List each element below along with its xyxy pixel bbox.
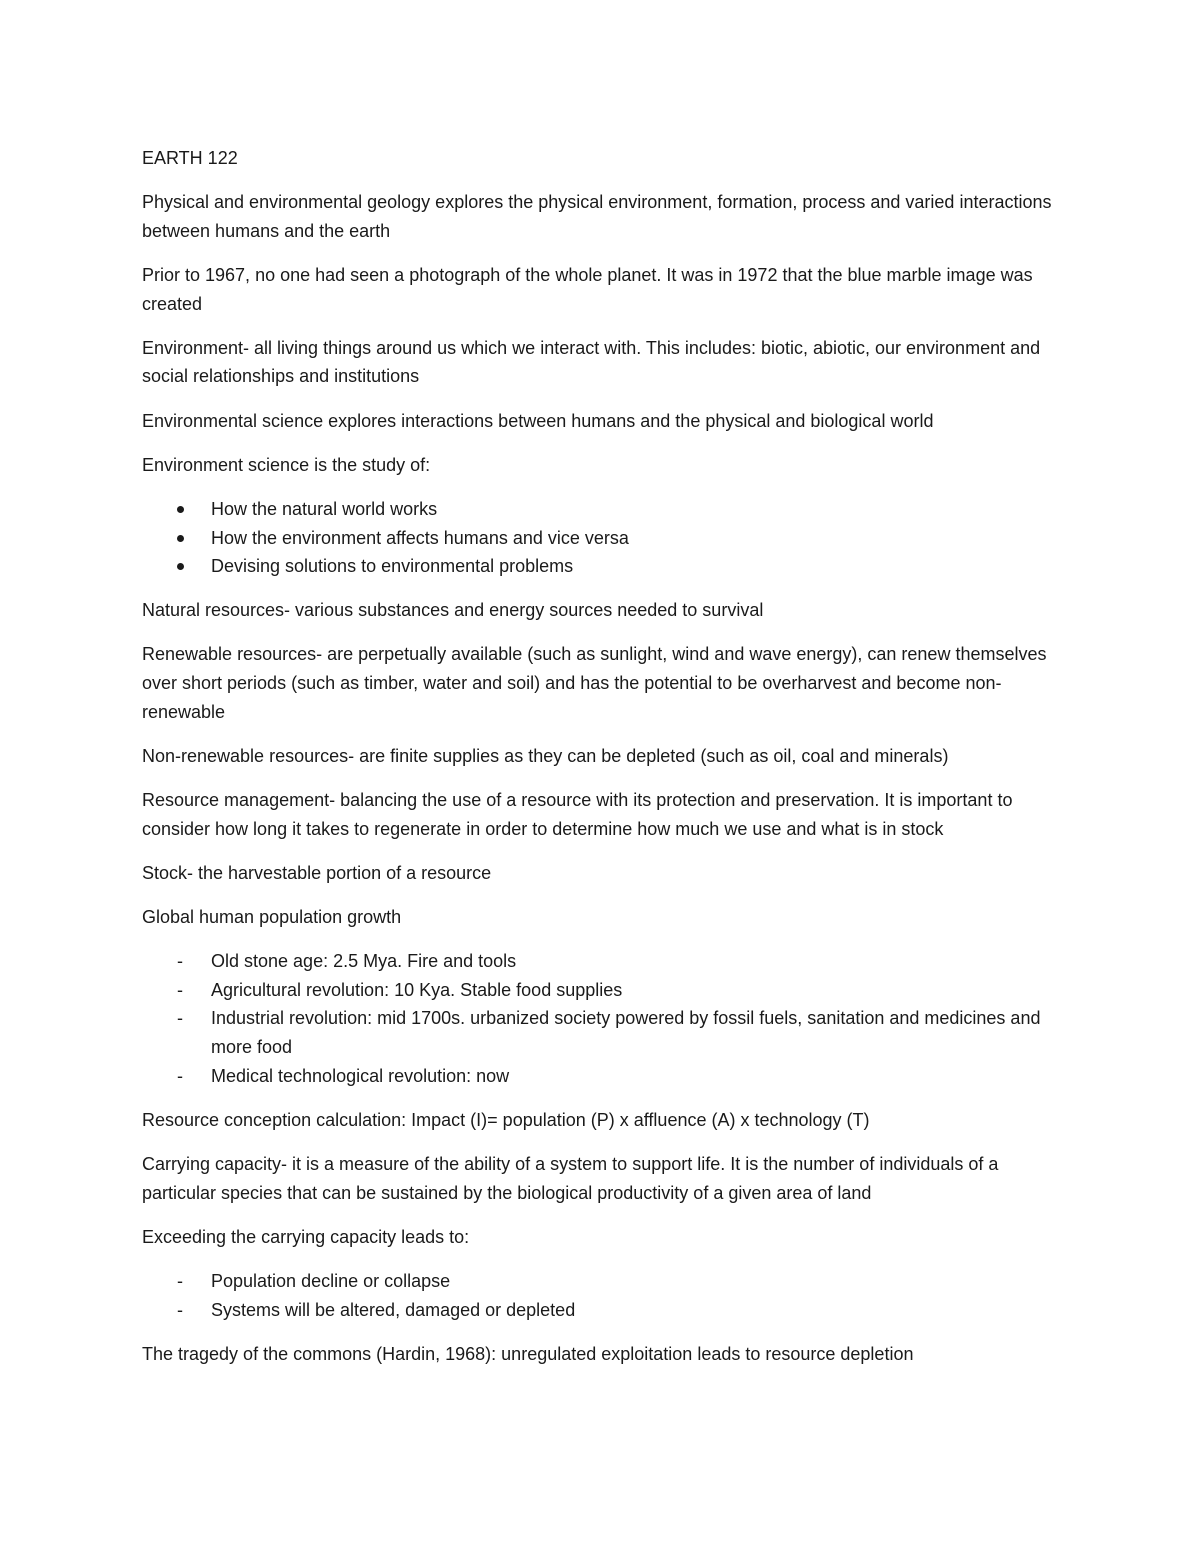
paragraph-natural-resources: Natural resources- various substances and energy sources needed to survival [142,600,764,621]
list-item: Devising solutions to environmental problems [211,556,574,577]
paragraph-renewable: Renewable resources- are perpetually available (such as sunlight, wind and wave energy), can renew themselves over short periods (such as timber, water and soil) and has the potential to be overharvest and become non-renewable [142,644,1047,722]
paragraph-carrying-capacity: Carrying capacity- it is a measure of the ability of a system to support life. It is the number of individuals of a particular species that can be sustained by the biological productivity of a given area of land [142,1153,999,1203]
paragraph-management: Resource management- balancing the use of a resource with its protection and preservation. It is important to consider how long it takes to regenerate in order to determine how much we use and what is in stock [142,790,1013,839]
exceeding-list [142,1267,1062,1324]
growth-list [142,947,1062,1090]
list-item: Systems will be altered, damaged or depleted [211,1299,576,1320]
document-page [142,144,1062,1384]
list-item: Medical technological revolution: now [211,1065,510,1086]
paragraph-growth-intro: Global human population growth [142,907,402,927]
paragraph-study-intro: Environment science is the study of: [142,454,431,475]
list-item: Old stone age: 2.5 Mya. Fire and tools [211,951,517,972]
list-item: Agricultural revolution: 10 Kya. Stable food supplies [211,979,623,1000]
paragraph-env-science: Environmental science explores interactions between humans and the physical and biological world [142,410,934,431]
list-item: How the natural world works [211,498,438,519]
paragraph-tragedy: The tragedy of the commons (Hardin, 1968): unregulated exploitation leads to resource depletion [142,1343,914,1364]
paragraph-intro: Physical and environmental geology explores the physical environment, formation, process and varied interactions between humans and the earth [142,192,1052,241]
paragraph-photo: Prior to 1967, no one had seen a photograph of the whole planet. It was in 1972 that the blue marble image was created [142,264,1033,314]
list-item: Industrial revolution: mid 1700s. urbanized society powered by fossil fuels, sanitation and medicines and more food [211,1008,1041,1057]
study-list [142,495,1062,581]
list-item: How the environment affects humans and vice versa [211,527,629,548]
paragraph-exceeding-intro: Exceeding the carrying capacity leads to: [142,1226,470,1247]
paragraph-environment: Environment- all living things around us which we interact with. This includes: biotic, abiotic, our environment and social relationships and institutions [142,337,1041,387]
document-title: EARTH 122 [142,148,238,168]
paragraph-calculation: Resource conception calculation: Impact (I)= population (P) x affluence (A) x technology (T) [142,1109,870,1130]
paragraph-nonrenewable: Non-renewable resources- are finite supplies as they can be depleted (such as oil, coal and minerals) [142,745,949,766]
paragraph-stock: Stock- the harvestable portion of a resource [142,862,492,883]
list-item: Population decline or collapse [211,1270,451,1291]
